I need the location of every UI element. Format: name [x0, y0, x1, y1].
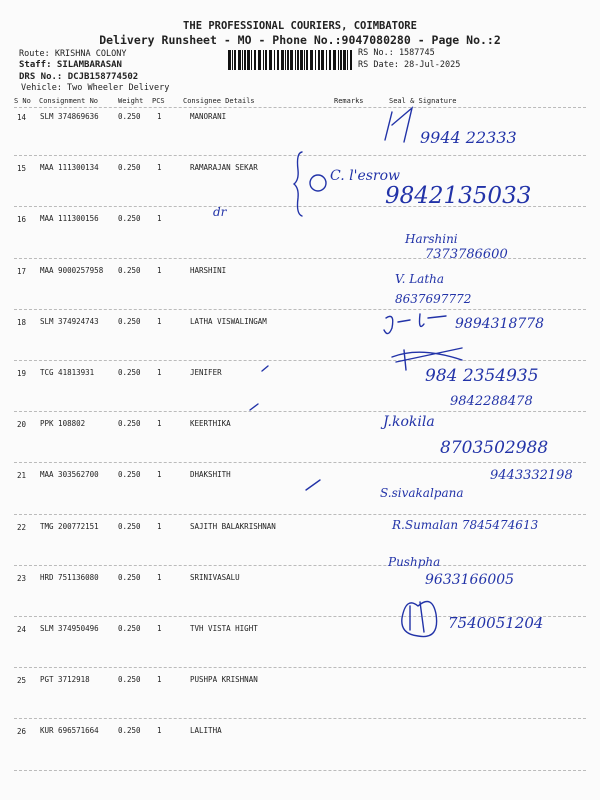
row-consignee: SAJITH BALAKRISHNAN	[190, 521, 276, 531]
handwritten-signature: R.Sumalan 7845474613	[392, 518, 539, 532]
row-weight: 0.250	[118, 214, 141, 224]
row-consignee: MANORANI	[190, 112, 227, 121]
handwritten-phone: 8703502988	[440, 438, 549, 458]
header-divider	[14, 107, 586, 108]
row-consignment-no: PGT 3712918	[40, 675, 90, 685]
handwritten-phone: 9842288478	[450, 394, 533, 409]
row-sno: 15	[17, 164, 27, 174]
row-divider	[14, 770, 586, 771]
row-pcs: 1	[157, 368, 162, 377]
runsheet-subtitle: Delivery Runsheet - MO - Phone No.:9047080280 - Page No.:2	[99, 33, 501, 47]
handwritten-signature: Harshini	[405, 232, 458, 246]
handwritten-phone: 7373786600	[425, 247, 508, 262]
handwritten-signature: C. l'esrow	[330, 168, 401, 184]
row-consignment-no: SLM 374950496	[40, 624, 99, 633]
row-consignee: PUSHPA KRISHNAN	[190, 675, 258, 685]
row-consignee: JENIFER	[190, 368, 222, 377]
row-weight: 0.250	[118, 572, 141, 582]
handwritten-signature: V. Latha	[395, 272, 445, 286]
row-sno: 14	[17, 113, 27, 122]
row-sno: 21	[17, 471, 27, 481]
handwritten-mark: dr	[213, 205, 227, 219]
handwritten-phone: 9944 22333	[420, 128, 517, 147]
col-remarks: Remarks	[334, 97, 364, 105]
staff-label: Staff: SILAMBARASAN	[19, 60, 122, 70]
row-divider	[14, 360, 586, 361]
row-weight: 0.250	[118, 726, 141, 736]
row-consignment-no: MAA 111300134	[40, 163, 99, 173]
row-consignment-no: MAA 303562700	[40, 470, 99, 480]
row-consignee: SRINIVASALU	[190, 572, 240, 582]
row-divider	[14, 718, 586, 719]
row-sno: 20	[17, 420, 27, 430]
rs-number: RS No.: 1587745	[358, 48, 435, 58]
row-weight: 0.250	[118, 163, 141, 173]
row-consignment-no: SLM 374924743	[40, 316, 99, 326]
row-sno: 18	[17, 317, 27, 327]
row-consignment-no: HRD 751136080	[40, 572, 99, 582]
row-consignee: RAMARAJAN SEKAR	[190, 163, 258, 173]
row-pcs: 1	[157, 163, 162, 173]
handwritten-phone: 984 2354935	[425, 366, 539, 386]
rs-date: RS Date: 28-Jul-2025	[358, 60, 461, 70]
row-pcs: 1	[157, 316, 162, 326]
row-divider	[14, 411, 586, 412]
row-pcs: 1	[157, 470, 162, 480]
row-consignee: LALITHA	[190, 726, 222, 736]
row-pcs: 1	[157, 419, 162, 429]
row-consignee: KEERTHIKA	[190, 419, 231, 429]
handwritten-signature: Pushpha	[388, 555, 441, 569]
row-consignment-no: TCG 41813931	[40, 368, 95, 377]
company-title: THE PROFESSIONAL COURIERS, COIMBATORE	[183, 20, 417, 32]
col-consignment: Consignment No	[39, 97, 99, 105]
row-pcs: 1	[157, 214, 162, 224]
row-divider	[14, 155, 586, 156]
col-weight: Weight	[118, 97, 144, 105]
row-pcs: 1	[157, 521, 162, 531]
col-consignee: Consignee Details	[183, 97, 255, 105]
row-weight: 0.250	[118, 419, 141, 429]
row-pcs: 1	[157, 265, 162, 275]
row-weight: 0.250	[118, 470, 141, 480]
handwritten-phone: 9842135033	[385, 183, 532, 209]
row-weight: 0.250	[118, 521, 141, 531]
row-weight: 0.250	[118, 368, 141, 377]
row-divider	[14, 462, 586, 463]
col-seal-signature: Seal & Signature	[389, 97, 457, 105]
handwritten-phone: 9894318778	[455, 316, 545, 332]
row-pcs: 1	[157, 675, 162, 685]
route-label: Route: KRISHNA COLONY	[19, 49, 127, 59]
row-divider	[14, 514, 586, 515]
handwritten-signature: J.kokila	[383, 414, 435, 430]
row-consignment-no: KUR 696571664	[40, 726, 99, 736]
row-sno: 25	[17, 676, 27, 686]
row-weight: 0.250	[118, 112, 141, 121]
row-pcs: 1	[157, 112, 162, 121]
row-weight: 0.250	[118, 624, 141, 633]
vehicle-label: Vehicle: Two Wheeler Delivery	[21, 83, 170, 93]
col-sno: S No	[14, 97, 31, 105]
row-pcs: 1	[157, 726, 162, 736]
row-pcs: 1	[157, 624, 162, 633]
row-sno: 26	[17, 727, 27, 737]
row-divider	[14, 309, 586, 310]
drs-number: DRS No.: DCJB158774502	[19, 72, 139, 82]
row-consignee: TVH VISTA HIGHT	[190, 624, 258, 633]
row-sno: 24	[17, 625, 27, 634]
row-sno: 17	[17, 266, 27, 276]
row-consignment-no: MAA 111300156	[40, 214, 99, 224]
row-weight: 0.250	[118, 675, 141, 685]
row-weight: 0.250	[118, 316, 141, 326]
handwritten-phone: 8637697772	[395, 292, 472, 306]
row-consignment-no: PPK 108802	[40, 419, 86, 429]
row-consignment-no: MAA 9000257958	[40, 265, 104, 275]
col-pcs: PCS	[152, 97, 165, 105]
row-consignment-no: TMG 200772151	[40, 521, 99, 531]
row-consignee: DHAKSHITH	[190, 470, 231, 480]
row-sno: 19	[17, 369, 27, 378]
row-sno: 22	[17, 522, 27, 532]
row-divider	[14, 565, 586, 566]
row-sno: 23	[17, 573, 27, 583]
row-consignee: HARSHINI	[190, 265, 227, 275]
row-weight: 0.250	[118, 265, 141, 275]
row-pcs: 1	[157, 572, 162, 582]
handwritten-phone: 9443332198	[490, 468, 573, 483]
row-sno: 16	[17, 215, 27, 225]
handwritten-phone: 7540051204	[448, 614, 544, 632]
handwritten-phone: 9633166005	[425, 572, 515, 588]
barcode	[228, 50, 352, 70]
row-consignment-no: SLM 374869636	[40, 112, 99, 121]
row-consignee: LATHA VISWALINGAM	[190, 316, 267, 326]
row-divider	[14, 667, 586, 668]
handwritten-signature: S.sivakalpana	[380, 486, 464, 500]
